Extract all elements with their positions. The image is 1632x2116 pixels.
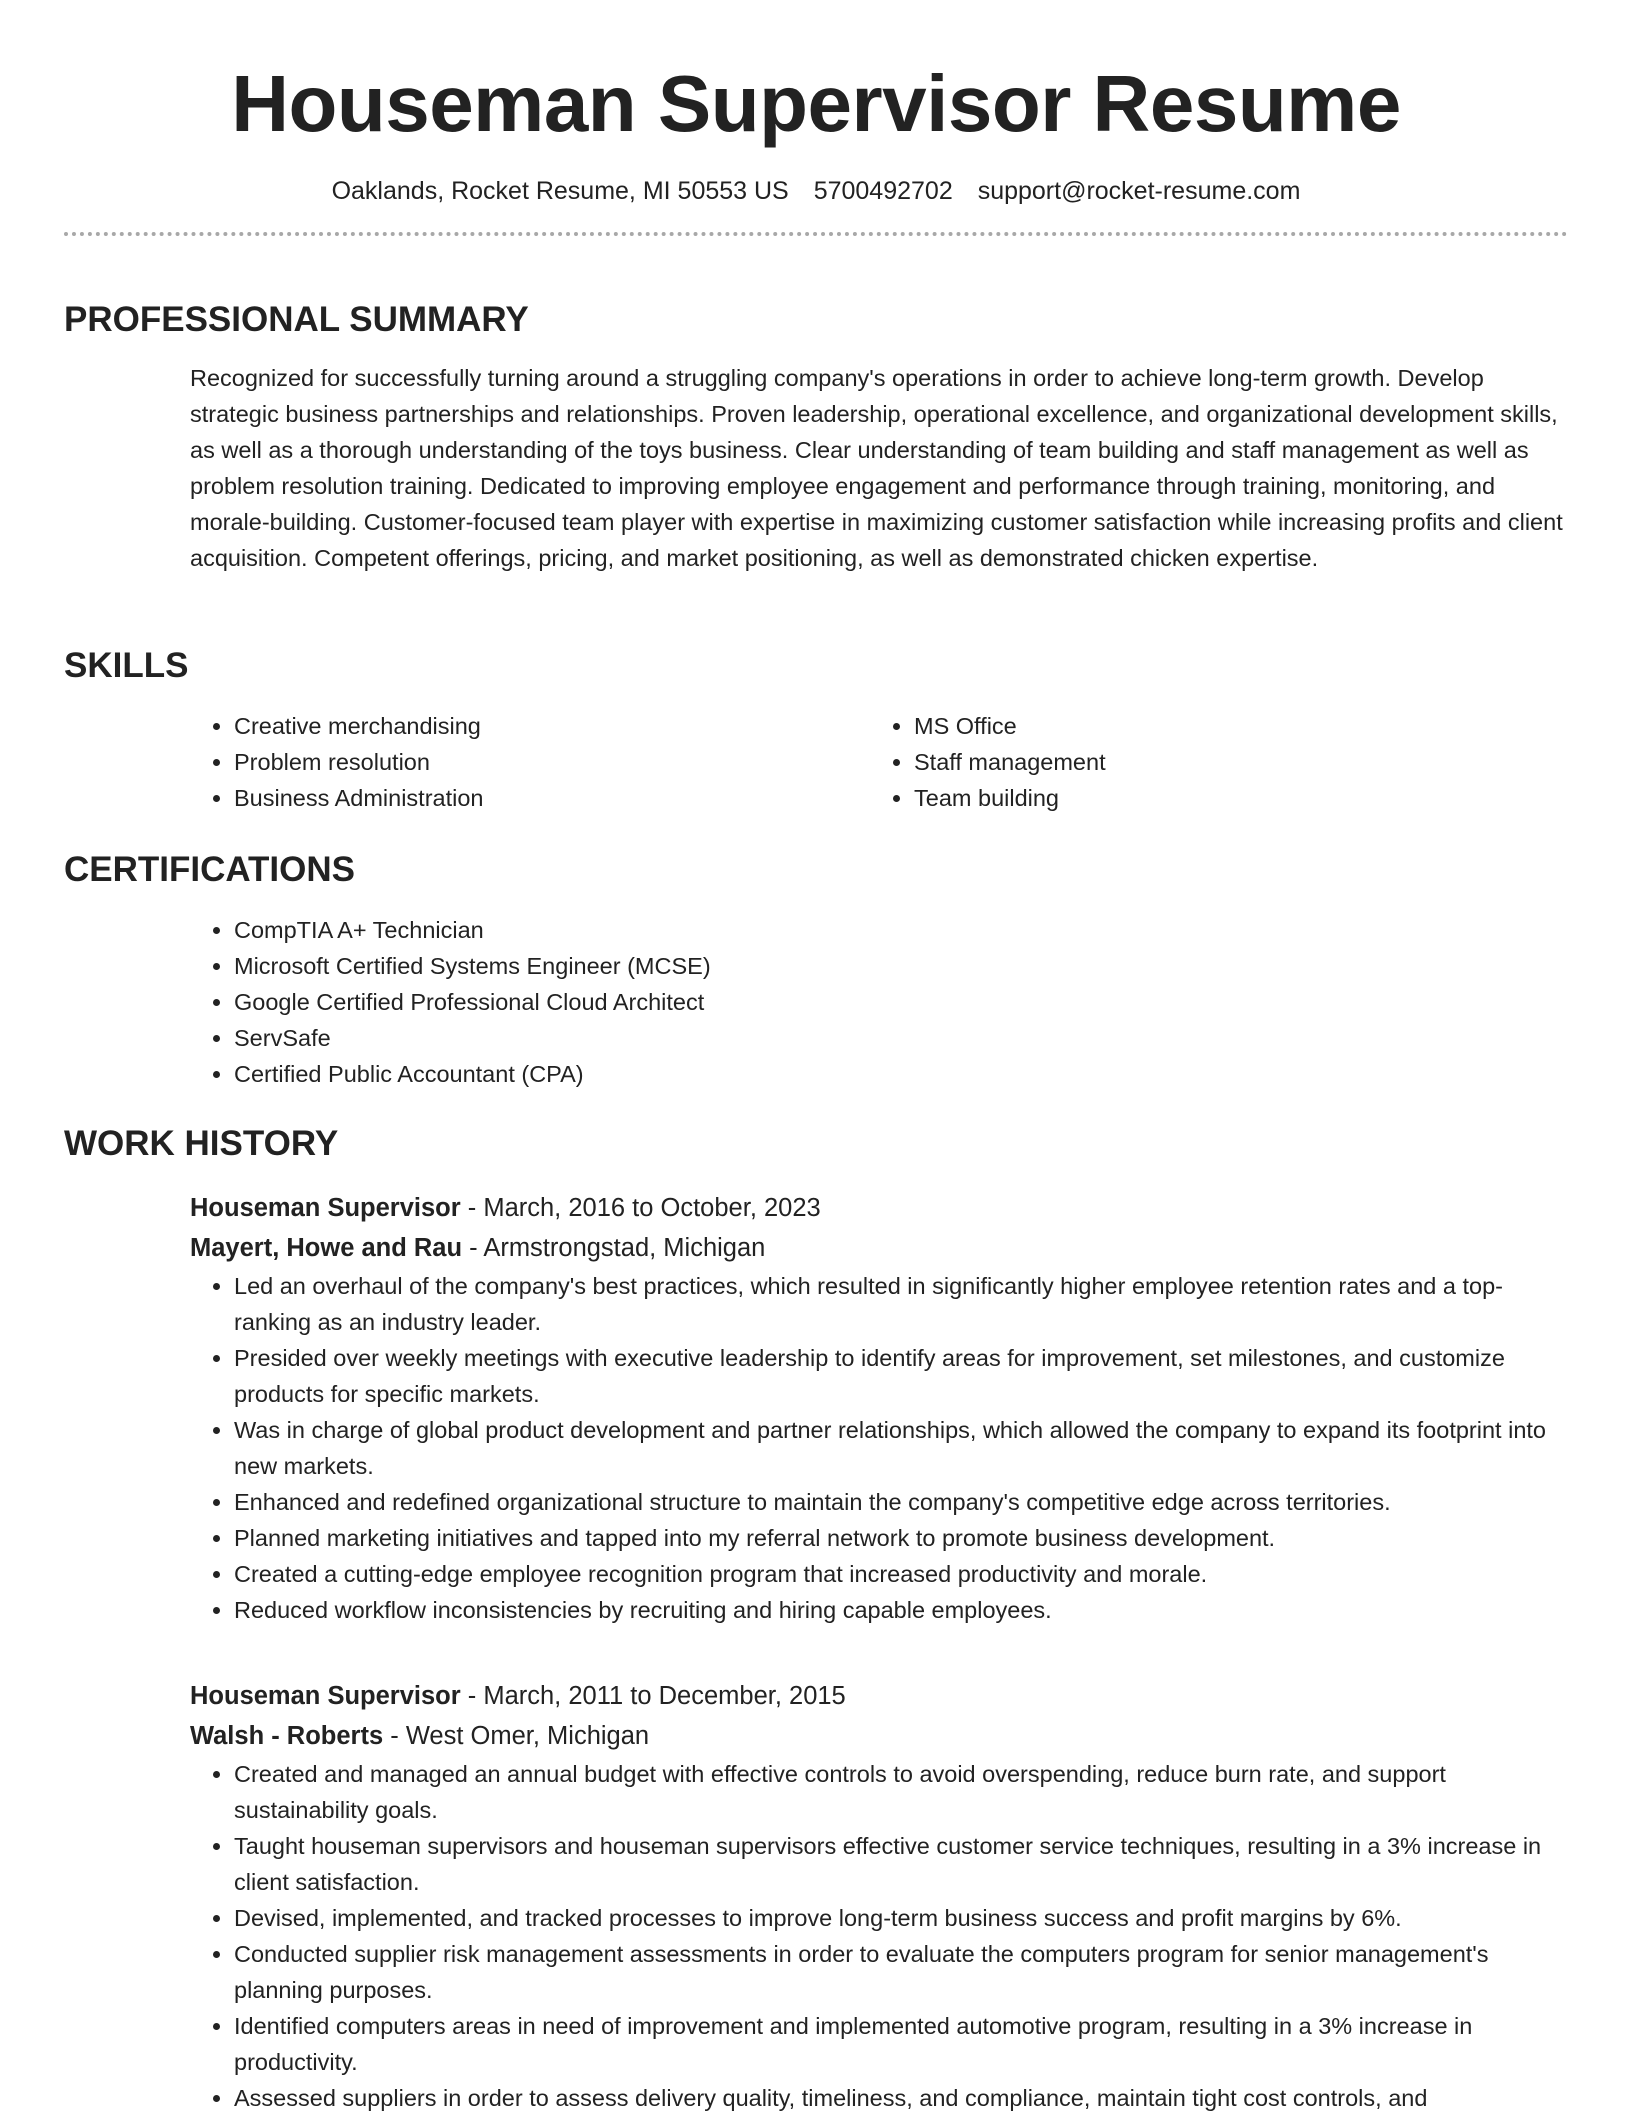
job-company-line <box>190 1228 1568 1268</box>
job-company: Walsh - Roberts <box>190 1722 384 1750</box>
job-entry-body <box>190 1188 1568 1628</box>
skills-list-right <box>870 708 1550 816</box>
job-bullet: • Created and managed an annual budget with effective controls to avoid overspending, reduce burn rate, and support sustainability goals. <box>234 1756 1568 1828</box>
job-bullet: • Led an overhaul of the company's best practices, which resulted in significantly higher employee retention rates and a top-ranking as an industry leader. <box>234 1268 1568 1340</box>
certifications-heading: CERTIFICATIONS <box>64 850 356 889</box>
job-bullet: • Presided over weekly meetings with executive leadership to identify areas for improvement, set milestones, and customize products for specific markets. <box>234 1340 1568 1412</box>
skills-list-left <box>190 708 870 816</box>
skill-item: • Team building <box>914 780 1550 816</box>
skills-column-left <box>190 708 870 816</box>
job-role: Houseman Supervisor <box>190 1194 461 1222</box>
certifications-body <box>190 912 1568 1092</box>
job-bullet: • Created a cutting-edge employee recognition program that increased productivity and morale. <box>234 1556 1568 1592</box>
certification-item: • ServSafe <box>234 1020 1568 1056</box>
job-location: - Armstrongstad, Michigan <box>462 1234 766 1262</box>
job-title-line <box>190 1676 1568 1716</box>
summary-text: Recognized for successfully turning around a struggling company's operations in order to achieve long-term growth. Develop strategic business partnerships and relationships. Proven leadership, operational excellence, and organizational development skills, as well as a thorough understanding of the toys business. Clear understanding of team building and staff management as well as problem resolution training. Dedicated to improving employee engagement and performance through training, monitoring, and morale-building. Customer-focused team player with expertise in maximizing customer satisfaction while increasing profits and client acquisition. Competent offerings, pricing, and market positioning, as well as demonstrated chicken expertise. <box>190 365 1563 571</box>
job-entry-body <box>190 1676 1568 2116</box>
job-bullet-list <box>190 1756 1568 2116</box>
skills-grid <box>190 708 1568 816</box>
header-divider <box>64 232 1568 236</box>
skill-item: • MS Office <box>914 708 1550 744</box>
job-location: - West Omer, Michigan <box>383 1722 650 1750</box>
work-history-heading: WORK HISTORY <box>64 1124 339 1163</box>
certifications-list <box>190 912 1568 1092</box>
contact-phone: 5700492702 <box>813 177 953 205</box>
job-bullet: • Conducted supplier risk management assessments in order to evaluate the computers program for senior management's planning purposes. <box>234 1936 1568 2008</box>
certification-item: • Google Certified Professional Cloud Architect <box>234 984 1568 1020</box>
job-company: Mayert, Howe and Rau <box>190 1234 463 1262</box>
resume-title: Houseman Supervisor Resume <box>231 59 1401 148</box>
resume-page <box>64 0 1568 2111</box>
certification-item: • CompTIA A+ Technician <box>234 912 1568 948</box>
skill-item: • Staff management <box>914 744 1550 780</box>
contact-line <box>64 176 1568 206</box>
contact-address: Oaklands, Rocket Resume, MI 50553 US <box>331 177 789 205</box>
job-bullet: • Assessed suppliers in order to assess delivery quality, timeliness, and compliance, maintain tight cost controls, and <box>234 2080 1568 2116</box>
job-bullet: • Was in charge of global product development and partner relationships, which allowed the company to expand its footprint into new markets. <box>234 1412 1568 1484</box>
skill-item: • Business Administration <box>234 780 870 816</box>
job-dates: - March, 2016 to October, 2023 <box>460 1194 821 1222</box>
skills-heading: SKILLS <box>64 646 189 685</box>
certifications-section <box>64 848 1568 1092</box>
work-history-section <box>64 1122 1568 1166</box>
summary-section <box>64 298 1568 576</box>
job-bullet: • Identified computers areas in need of improvement and implemented automotive program, resulting in a 3% increase in productivity. <box>234 2008 1568 2080</box>
certification-item: • Certified Public Accountant (CPA) <box>234 1056 1568 1092</box>
job-bullet: • Planned marketing initiatives and tapped into my referral network to promote business development. <box>234 1520 1568 1556</box>
job-entry <box>64 1188 1568 1628</box>
skill-item: • Creative merchandising <box>234 708 870 744</box>
skills-column-right <box>870 708 1550 816</box>
resume-header <box>64 0 1568 236</box>
summary-heading: PROFESSIONAL SUMMARY <box>64 300 529 339</box>
skill-item: • Problem resolution <box>234 744 870 780</box>
job-entry <box>64 1676 1568 2116</box>
job-bullet: • Devised, implemented, and tracked processes to improve long-term business success and profit margins by 6%. <box>234 1900 1568 1936</box>
job-title-line <box>190 1188 1568 1228</box>
contact-email: support@rocket-resume.com <box>977 177 1301 205</box>
job-bullet: • Enhanced and redefined organizational structure to maintain the company's competitive edge across territories. <box>234 1484 1568 1520</box>
job-dates: - March, 2011 to December, 2015 <box>460 1682 846 1710</box>
job-bullet: • Taught houseman supervisors and houseman supervisors effective customer service techniques, resulting in a 3% increase in client satisfaction. <box>234 1828 1568 1900</box>
skills-section <box>64 644 1568 816</box>
certification-item: • Microsoft Certified Systems Engineer (MCSE) <box>234 948 1568 984</box>
job-bullet-list <box>190 1268 1568 1628</box>
job-company-line <box>190 1716 1568 1756</box>
job-bullet: • Reduced workflow inconsistencies by recruiting and hiring capable employees. <box>234 1592 1568 1628</box>
job-role: Houseman Supervisor <box>190 1682 461 1710</box>
